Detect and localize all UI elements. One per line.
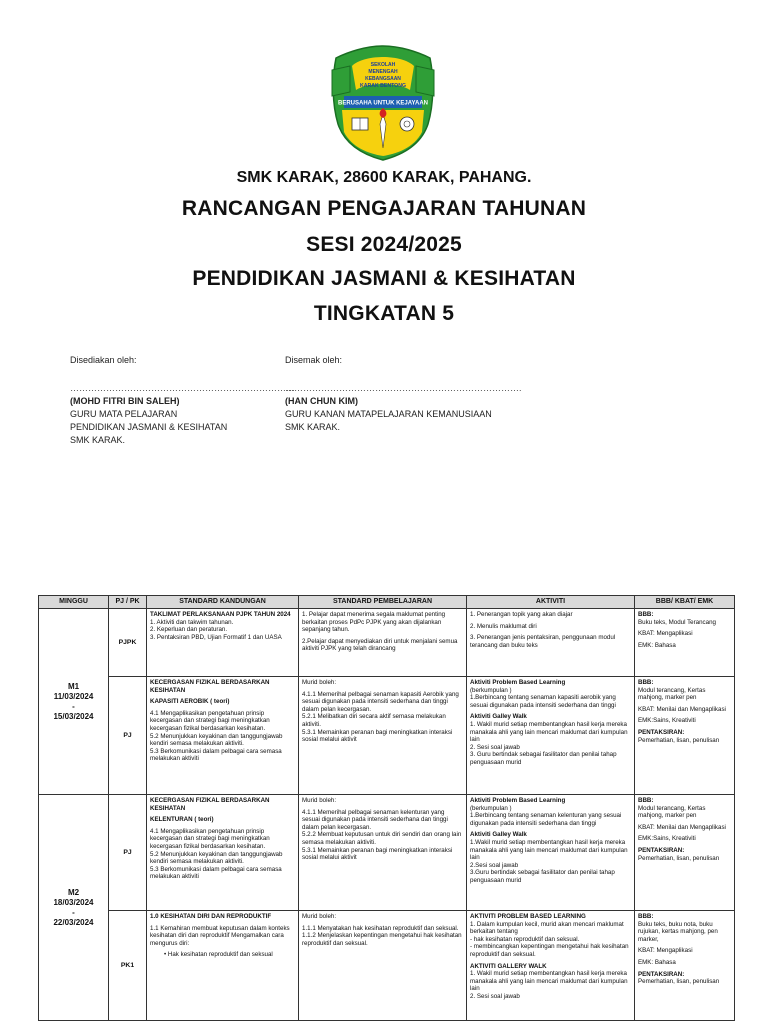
week-start: 11/03/2024	[53, 691, 94, 701]
sp-line: 1.1.2 Menjelaskan kepentingan mengetahui hak kesihatan reproduktif dan seksual.	[302, 932, 462, 947]
ak-line: 1. Penerangan topik yang akan diajar	[470, 611, 573, 618]
bbb-line: BBB:	[638, 913, 654, 920]
lesson-plan-table	[38, 595, 735, 1021]
header-content-standard: STANDARD KANDUNGAN	[147, 596, 299, 609]
sk-line: 2. Keperluan dan peraturan.	[150, 626, 228, 634]
pj-pk-cell: PJPK	[109, 609, 147, 677]
sp-line: 5.2.1 Melibatkan diri secara aktif semasa melakukan aktiviti.	[302, 713, 446, 728]
svg-text:MENENGAH: MENENGAH	[368, 69, 398, 75]
prepared-role: GURU MATA PELAJARAN	[70, 409, 178, 419]
pj-pk-cell: PJ	[109, 795, 147, 911]
svg-text:BERUSAHA UNTUK KEJAYAAN: BERUSAHA UNTUK KEJAYAAN	[337, 100, 429, 107]
sk-line: • Hak kesihatan reproduktif dan seksual	[164, 951, 273, 959]
prepared-by-block	[70, 354, 295, 447]
bbb-line: Modul terancang, Kertas mahjong, marker pen	[638, 804, 706, 820]
checked-school: SMK KARAK.	[285, 422, 341, 432]
table-row	[39, 795, 735, 911]
header-pj-pk: PJ / PK	[109, 596, 147, 609]
table-row	[39, 911, 735, 1021]
prepared-label: Disediakan oleh:	[70, 355, 137, 365]
ak-line: - hak kesihatan reproduktif dan seksual.	[470, 935, 580, 943]
ak-line: 3.Guru bertindak sebagai fasilitator dan penilai tahap penguasaan murid	[470, 869, 615, 884]
ak-line: 1. Dalam kumpulan kecil, murid akan mencari maklumat berkaitan tentang	[470, 920, 624, 936]
week-number: M2	[67, 887, 80, 897]
sp-line: 2.Pelajar dapat menyediakan diri untuk menjalani semua aktiviti PJPK yang telah dirancang	[302, 637, 458, 653]
svg-text:KARAK BENTONG: KARAK BENTONG	[359, 83, 407, 89]
header-learning-standard: STANDARD PEMBELAJARAN	[299, 596, 467, 609]
bbb-line: EMK: Bahasa	[638, 641, 676, 649]
ak-line: 3. Guru bertindak sebagai fasilitator dan penilai tahap penguasaan murid	[470, 751, 617, 766]
checked-signature-line: …………………………………………………………………….	[285, 383, 522, 393]
sk-line: 5.2 Menunjukkan keyakinan dan tanggungjawab kendiri semasa melakukan aktiviti.	[150, 732, 283, 748]
sk-line: KECERGASAN FIZIKAL BERDASARKAN KESIHATAN	[150, 797, 270, 812]
sk-line: 4.1 Mengaplikasikan pengetahuan prinsip kecergasan dan strategi bagi meningkatkan kecergasan fizikal berdasarkan kesihatan.	[150, 709, 270, 732]
bbb-line: BBB:	[638, 679, 654, 686]
bbb-line: KBAT: Mengaplikasi	[638, 630, 693, 638]
checked-role: GURU KANAN MATAPELAJARAN KEMANUSIAAN	[285, 409, 492, 419]
bbb-cell	[635, 609, 735, 677]
week-cell-m1	[39, 609, 109, 795]
bbb-line: Pemerhatian, lisan, penulisan	[638, 736, 720, 744]
prepared-school: SMK KARAK.	[70, 435, 126, 445]
bbb-line: Modul terancang, Kertas mahjong, marker pen	[638, 686, 706, 702]
ak-line: 1.Berbincang tentang senaman kelenturan yang sesuai digunakan pada intensiti sederhana dan tinggi	[470, 812, 622, 827]
sp-line: Murid boleh:	[302, 679, 337, 686]
ak-line: (berkumpulan )	[470, 686, 512, 694]
bbb-cell	[635, 677, 735, 795]
bbb-line: PENTAKSIRAN:	[638, 970, 685, 978]
activity-cell	[467, 609, 635, 677]
content-standard-cell	[147, 911, 299, 1021]
prepared-signature-line: …………………………………………………………………	[70, 383, 295, 393]
sk-line: 5.2 Menunjukkan keyakinan dan tanggungjawab kendiri semasa melakukan aktiviti.	[150, 850, 283, 866]
ak-line: AKTIVITI GALLERY WALK	[470, 962, 547, 970]
sp-line: 4.1.1 Memerihal pelbagai senaman kelenturan yang sesuai digunakan pada intensiti sederhana dan tinggi dalam pelan kecergasan.	[302, 808, 448, 831]
bbb-line: PENTAKSIRAN:	[638, 728, 685, 736]
header-bbb-kbat-emk: BBB/ KBAT/ EMK	[635, 596, 735, 609]
pj-pk-cell: PJ	[109, 677, 147, 795]
content-standard-cell	[147, 677, 299, 795]
sp-line: Murid boleh:	[302, 913, 337, 920]
ak-line: 2. Sesi soal jawab	[470, 992, 520, 1000]
content-standard-cell	[147, 609, 299, 677]
sk-line: 1.0 KESIHATAN DIRI DAN REPRODUKTIF	[150, 913, 272, 920]
sk-line: 4.1 Mengaplikasikan pengetahuan prinsip kecergasan dan strategi bagi meningkatkan kecergasan fizikal berdasarkan kesihatan.	[150, 827, 270, 850]
ak-line: Aktiviti Galley Walk	[470, 713, 527, 721]
week-end: 22/03/2024	[53, 917, 94, 927]
sk-line: KECERGASAN FIZIKAL BERDASARKAN KESIHATAN	[150, 679, 270, 694]
week-number: M1	[67, 681, 80, 691]
bbb-line: Buku teks, buku nota, buku rujukan, kertas mahjong, pen marker,	[638, 920, 718, 943]
ak-line: 2. Sesi soal jawab	[470, 743, 520, 751]
subject-title: PENDIDIKAN JASMANI & KESIHATAN	[192, 267, 576, 290]
week-end: 15/03/2024	[53, 711, 94, 721]
week-dash: -	[72, 701, 75, 711]
sk-line: 3. Pentaksiran PBD, Ujian Formatif 1 dan UASA	[150, 633, 282, 641]
activity-cell	[467, 911, 635, 1021]
bbb-line: EMK: Bahasa	[638, 958, 676, 966]
bbb-line: BBB:	[638, 611, 654, 618]
session-title: SESI 2024/2025	[306, 233, 462, 256]
bbb-line: PENTAKSIRAN:	[638, 846, 685, 854]
learning-standard-cell	[299, 911, 467, 1021]
school-crest-logo	[330, 44, 436, 162]
table-header-row	[39, 596, 735, 609]
table-row	[39, 677, 735, 795]
activity-cell	[467, 795, 635, 911]
sk-line: 1.1 Kemahiran membuat keputusan dalam konteks kesihatan diri dan reproduktif Mengamalkan cara mengurus diri:	[150, 924, 290, 947]
bbb-line: BBB:	[638, 797, 654, 804]
sp-line: 4.1.1 Memerihal pelbagai senaman kapasiti Aerobik yang sesuai digunakan pada intensiti sederhana dan tinggi dalam pelan kecergasan.	[302, 690, 459, 713]
bbb-line: Pemerhatian, lisan, penulisan	[638, 978, 720, 986]
bbb-line: EMK:Sains, Kreativiti	[638, 835, 696, 843]
ak-line: 3. Penerangan jenis pentaksiran, penggunaan modul terancang dan buku teks	[470, 634, 616, 649]
ak-line: 1.Wakil murid setiap membentangkan hasil kerja mereka manakala ahli yang lain mencari maklumat dari kumpulan lain	[470, 838, 628, 862]
checked-by-block	[285, 354, 522, 434]
ak-line: - membincangkan kepentingan mengetahui hak kesihatan reproduktif dan seksual.	[470, 943, 629, 958]
sk-line: KAPASITI AEROBIK ( teori)	[150, 698, 230, 706]
sk-line: 5.3 Berkomunikasi dalam pelbagai cara semasa melakukan aktiviti	[150, 747, 282, 763]
prepared-name: (MOHD FITRI BIN SALEH)	[70, 396, 180, 406]
learning-standard-cell	[299, 795, 467, 911]
ak-line: 1.Berbincang tentang senaman kapasiti aerobik yang sesuai digunakan pada intensiti sederhana dan tinggi	[470, 694, 616, 709]
sp-line: 5.3.1 Memainkan peranan bagi meningkatkan interaksi sosial melalui aktivit	[302, 846, 453, 862]
sk-line: 1. Aktiviti dan takwim tahunan.	[150, 618, 234, 626]
ak-line: 2. Menulis maklumat diri	[470, 622, 537, 630]
svg-text:SEKOLAH: SEKOLAH	[370, 62, 396, 68]
bbb-cell	[635, 795, 735, 911]
content-standard-cell	[147, 795, 299, 911]
school-address: SMK KARAK, 28600 KARAK, PAHANG.	[236, 169, 532, 186]
ak-line: 2.Sesi soal jawab	[470, 861, 519, 869]
learning-standard-cell	[299, 609, 467, 677]
ak-line: Aktiviti Galley Walk	[470, 831, 527, 839]
sp-line: 1. Pelajar dapat menerima segala maklumat penting berkaitan proses PdPc PJPK yang akan dijalankan sepanjang tahun.	[302, 611, 446, 634]
bbb-line: KBAT: Menilai dan Mengaplikasi	[638, 823, 726, 831]
checked-name: (HAN CHUN KIM)	[285, 396, 358, 406]
header-week: MINGGU	[39, 596, 109, 609]
bbb-line: KBAT: Menilai dan Mengaplikasi	[638, 705, 726, 713]
document-title: RANCANGAN PENGAJARAN TAHUNAN	[181, 197, 587, 220]
bbb-line: EMK:Sains, Kreativiti	[638, 717, 696, 725]
week-dash: -	[72, 907, 75, 917]
learning-standard-cell	[299, 677, 467, 795]
ak-line: Aktiviti Problem Based Learning	[470, 679, 566, 686]
form-title: TINGKATAN 5	[313, 302, 455, 325]
sk-line: TAKLIMAT PERLAKSANAAN PJPK TAHUN 2024	[150, 611, 291, 618]
activity-cell	[467, 677, 635, 795]
ak-line: Aktiviti Problem Based Learning	[470, 797, 566, 804]
week-cell-m2	[39, 795, 109, 1021]
svg-text:KEBANGSAAN: KEBANGSAAN	[365, 76, 401, 82]
ak-line: AKTIVITI PROBLEM BASED LEARNING	[470, 913, 586, 920]
week-start: 18/03/2024	[53, 897, 94, 907]
bbb-line: KBAT: Mengaplikasi	[638, 947, 693, 955]
sp-line: 5.2.2 Membuat keputusan untuk diri sendiri dan orang lain semasa melakukan aktiviti.	[302, 831, 462, 846]
sk-line: KELENTURAN ( teori)	[150, 816, 214, 824]
ak-line: (berkumpulan )	[470, 804, 512, 812]
sp-line: Murid boleh:	[302, 797, 337, 804]
header-activity: AKTIVITI	[467, 596, 635, 609]
ak-line: 1. Wakil murid setiap membentangkan hasil kerja mereka manakala ahli yang lain mencari maklumat dari kumpulan lain	[470, 970, 628, 993]
sp-line: 5.3.1 Memainkan peranan bagi meningkatkan interaksi sosial melalui aktivit	[302, 728, 453, 744]
pj-pk-cell: PK1	[109, 911, 147, 1021]
bbb-cell	[635, 911, 735, 1021]
ak-line: 1. Wakil murid setiap membentangkan hasil kerja mereka manakala ahli yang lain mencari maklumat dari kumpulan lain	[470, 720, 628, 744]
table-row	[39, 609, 735, 677]
prepared-dept: PENDIDIKAN JASMANI & KESIHATAN	[70, 422, 228, 432]
sp-line: 1.1.1 Menyatakan hak kesihatan reproduktif dan seksual.	[302, 924, 459, 932]
bbb-line: Pemerhatian, lisan, penulisan	[638, 854, 720, 862]
sk-line: 5.3 Berkomunikasi dalam pelbagai cara semasa melakukan aktiviti	[150, 865, 282, 881]
bbb-line: Buku teks, Modul Terancang	[638, 618, 716, 626]
checked-label: Disemak oleh:	[285, 355, 343, 365]
